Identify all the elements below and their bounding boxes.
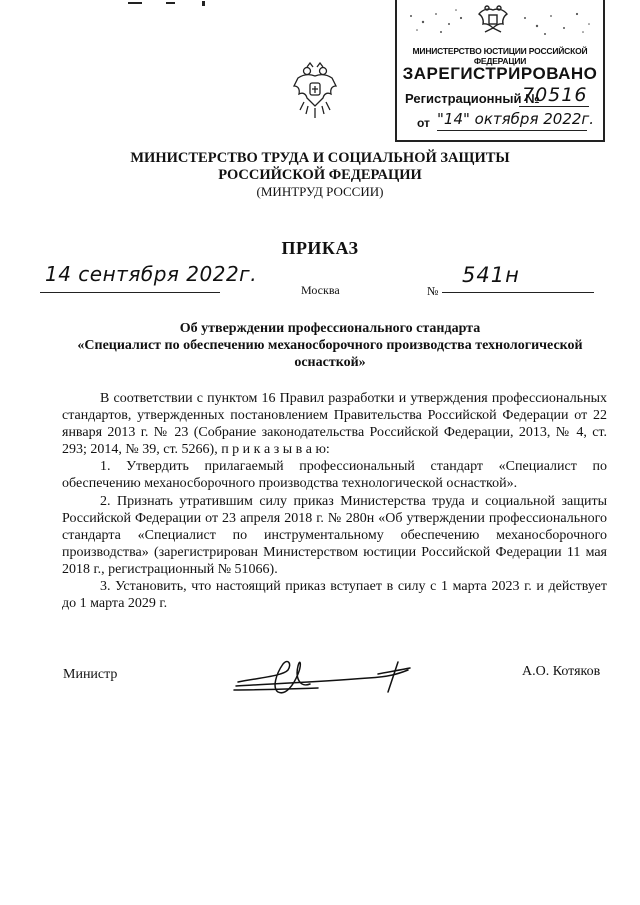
order-number-handwritten: 541н — [462, 263, 520, 287]
ministry-short-name: (МИНТРУД РОССИИ) — [256, 184, 384, 199]
registration-stamp — [395, 0, 605, 142]
order-subject-line1: Об утверждении профессионального стандарта — [179, 321, 481, 336]
scan-artifact — [128, 2, 142, 4]
signature-icon — [228, 648, 423, 700]
coat-of-arms-icon — [290, 62, 340, 120]
body-paragraph-preamble: В соответствии с пунктом 16 Правил разработки и утверждения профессиональных стандартов, утвержденных постановлением Правительства Российской Федерации от 22 января 2013 г. № 23 (Собрание законодательства Российской Федерации, 2013, № 4, ст. 293; 2014, № 39, ст. 5266), п р и к а з ы в а ю: — [62, 391, 607, 457]
ministry-name-line1: МИНИСТЕРСТВО ТРУДА И СОЦИАЛЬНОЙ ЗАЩИТЫ — [130, 150, 510, 166]
scan-artifact — [166, 2, 175, 4]
stamp-texture — [517, 4, 602, 38]
ministry-name — [100, 150, 540, 184]
signatory-name: А.О. Котяков — [522, 664, 601, 679]
stamp-reg-label: Регистрационный № — [405, 91, 540, 106]
stamp-date-month: октября — [474, 110, 539, 128]
signatory-position: Министр — [63, 667, 118, 682]
scan-artifact — [202, 1, 205, 6]
stamp-emblem-icon — [473, 4, 513, 40]
stamp-from-label: от — [417, 116, 430, 130]
order-title: ПРИКАЗ — [281, 238, 359, 258]
order-subject — [40, 320, 620, 371]
stamp-date — [437, 110, 594, 128]
stamp-texture — [401, 4, 471, 38]
stamp-ministry-name: МИНИСТЕРСТВО ЮСТИЦИИ РОССИЙСКОЙ ФЕДЕРАЦИИ — [412, 46, 588, 66]
order-subject-line2: «Специалист по обеспечению механосборочного производства технологической оснасткой» — [77, 338, 583, 370]
stamp-date-year: 2022г. — [543, 110, 595, 128]
order-number-label: № — [427, 284, 439, 298]
stamp-title: ЗАРЕГИСТРИРОВАНО — [402, 64, 598, 83]
stamp-date-day: "14" — [437, 110, 470, 128]
body-paragraph-1: 1. Утвердить прилагаемый профессиональный стандарт «Специалист по обеспечению механосборочного производства технологической оснасткой». — [62, 459, 607, 491]
order-city: Москва — [301, 283, 340, 297]
body-paragraph-3: 3. Установить, что настоящий приказ вступает в силу с 1 марта 2023 г. и действует до 1 марта 2029 г. — [62, 579, 607, 611]
body-paragraph-2: 2. Признать утратившим силу приказ Министерства труда и социальной защиты Российской Федерации от 23 апреля 2018 г. № 280н «Об утверждении профессионального стандарта «Специалист по инструментальному обеспечению механосборочного производства» (зарегистрирован Министерством юстиции Российской Федерации 11 мая 2018 г., регистрационный № 51066). — [62, 494, 607, 577]
ministry-name-line2: РОССИЙСКОЙ ФЕДЕРАЦИИ — [218, 167, 422, 183]
order-date-handwritten: 14 сентября 2022г. — [45, 262, 258, 286]
stamp-reg-number: 70516 — [522, 84, 588, 106]
